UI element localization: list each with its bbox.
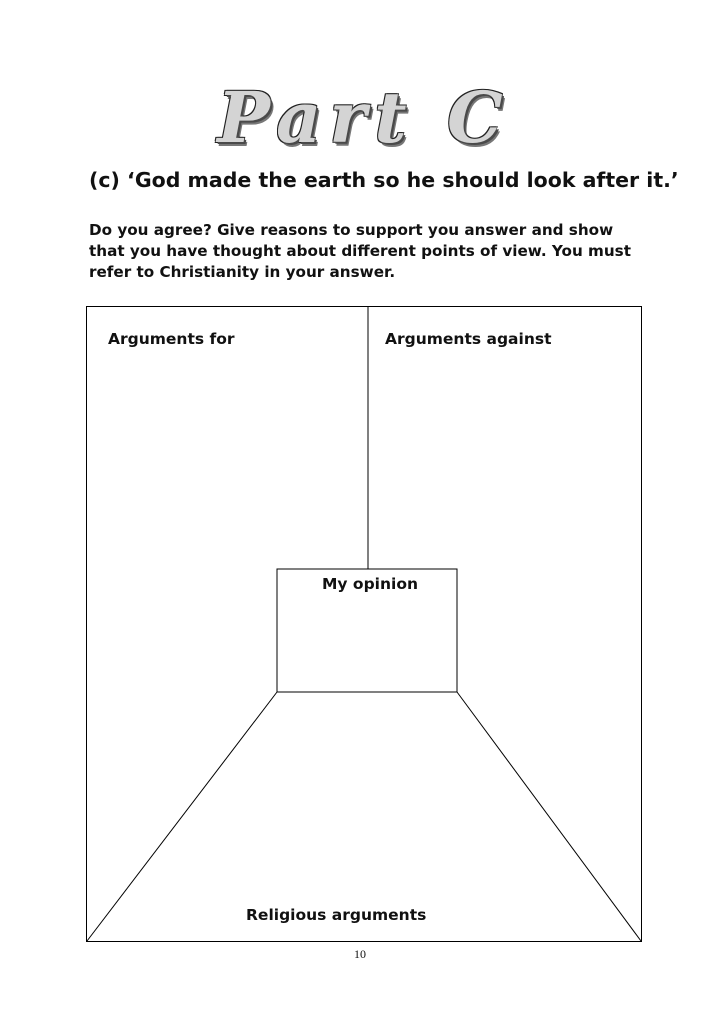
right-diagonal-line [457, 692, 641, 941]
page-number: 10 [354, 947, 366, 961]
arguments-against-label: Arguments against [385, 330, 552, 348]
question-text: (c) ‘God made the earth so he should look after it.’ [89, 168, 679, 192]
left-diagonal-line [87, 692, 277, 941]
my-opinion-label: My opinion [322, 575, 419, 593]
arguments-for-label: Arguments for [108, 330, 235, 348]
instructions-text: Do you agree? Give reasons to support you answer and show that you have thought about different points of view. You must refer to Christianity in your answer. [89, 221, 631, 281]
religious-arguments-label: Religious arguments [246, 906, 427, 924]
part-c-title: Part C [217, 76, 511, 159]
